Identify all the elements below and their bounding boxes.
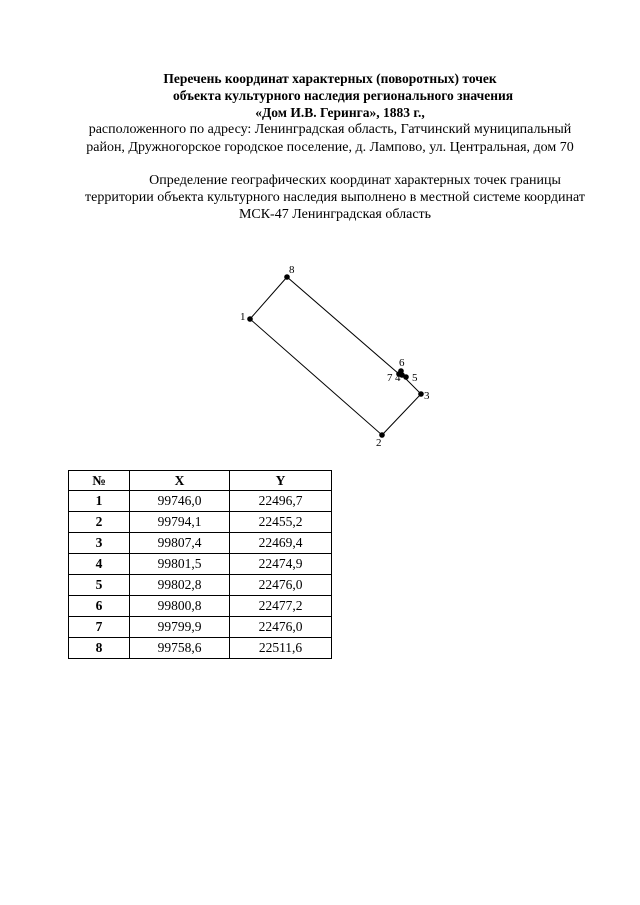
cell-number: 1: [69, 491, 130, 512]
intro-line-3: МСК-47 Ленинградская область: [238, 207, 432, 222]
cell-x: 99746,0: [130, 491, 230, 512]
table-row: [69, 638, 332, 659]
table-row: [69, 617, 332, 638]
cell-y: 22476,0: [230, 617, 332, 638]
title-line-1: Перечень координат характерных (поворотных) точек: [163, 71, 497, 86]
point-label-1: 1: [240, 311, 246, 323]
cell-x: 99802,8: [130, 575, 230, 596]
cell-number: 2: [69, 512, 130, 533]
cell-y: 22455,2: [230, 512, 332, 533]
boundary-point-1: [247, 316, 253, 322]
cell-x: 99799,9: [130, 617, 230, 638]
cell-number: 8: [69, 638, 130, 659]
intro-line-1: Определение географических координат характерных точек границы: [149, 173, 561, 188]
cell-x: 99758,6: [130, 638, 230, 659]
cell-y: 22477,2: [230, 596, 332, 617]
cell-y: 22511,6: [230, 638, 332, 659]
point-label-4: 4: [395, 372, 401, 384]
table-row: [69, 533, 332, 554]
cell-x: 99794,1: [130, 512, 230, 533]
header-x: X: [130, 471, 230, 491]
table-row: [69, 554, 332, 575]
header-y: Y: [230, 471, 332, 491]
cell-number: 6: [69, 596, 130, 617]
point-label-2: 2: [376, 437, 382, 449]
boundary-point-5: [403, 374, 409, 380]
table-row: [69, 596, 332, 617]
cell-number: 3: [69, 533, 130, 554]
header-number: №: [69, 471, 130, 491]
point-label-6: 6: [399, 357, 405, 369]
point-label-7: 7: [387, 372, 393, 384]
title-line-3: «Дом И.В. Геринга», 1883 г.,: [255, 105, 425, 120]
table-row: [69, 575, 332, 596]
address-line-2: район, Дружногорское городское поселение, д. Лампово, ул. Центральная, дом 70: [86, 140, 574, 155]
address-line-1: расположенного по адресу: Ленинградская область, Гатчинский муниципальный: [88, 122, 572, 137]
intro-line-2: территории объекта культурного наследия выполнено в местной системе координат: [85, 190, 585, 205]
point-label-8: 8: [289, 264, 295, 276]
cell-y: 22474,9: [230, 554, 332, 575]
point-label-3: 3: [424, 390, 430, 402]
boundary-point-3: [418, 391, 424, 397]
cell-x: 99801,5: [130, 554, 230, 575]
cell-number: 4: [69, 554, 130, 575]
cell-number: 5: [69, 575, 130, 596]
coordinates-table: [68, 470, 332, 659]
cell-x: 99800,8: [130, 596, 230, 617]
cell-y: 22469,4: [230, 533, 332, 554]
point-label-5: 5: [412, 372, 418, 384]
table-row: [69, 491, 332, 512]
cell-y: 22476,0: [230, 575, 332, 596]
table-row: [69, 512, 332, 533]
boundary-polygon: [250, 277, 421, 435]
cell-x: 99807,4: [130, 533, 230, 554]
cell-y: 22496,7: [230, 491, 332, 512]
title-line-2: объекта культурного наследия регионального значения: [172, 88, 514, 103]
table-header-row: [69, 471, 332, 491]
cell-number: 7: [69, 617, 130, 638]
